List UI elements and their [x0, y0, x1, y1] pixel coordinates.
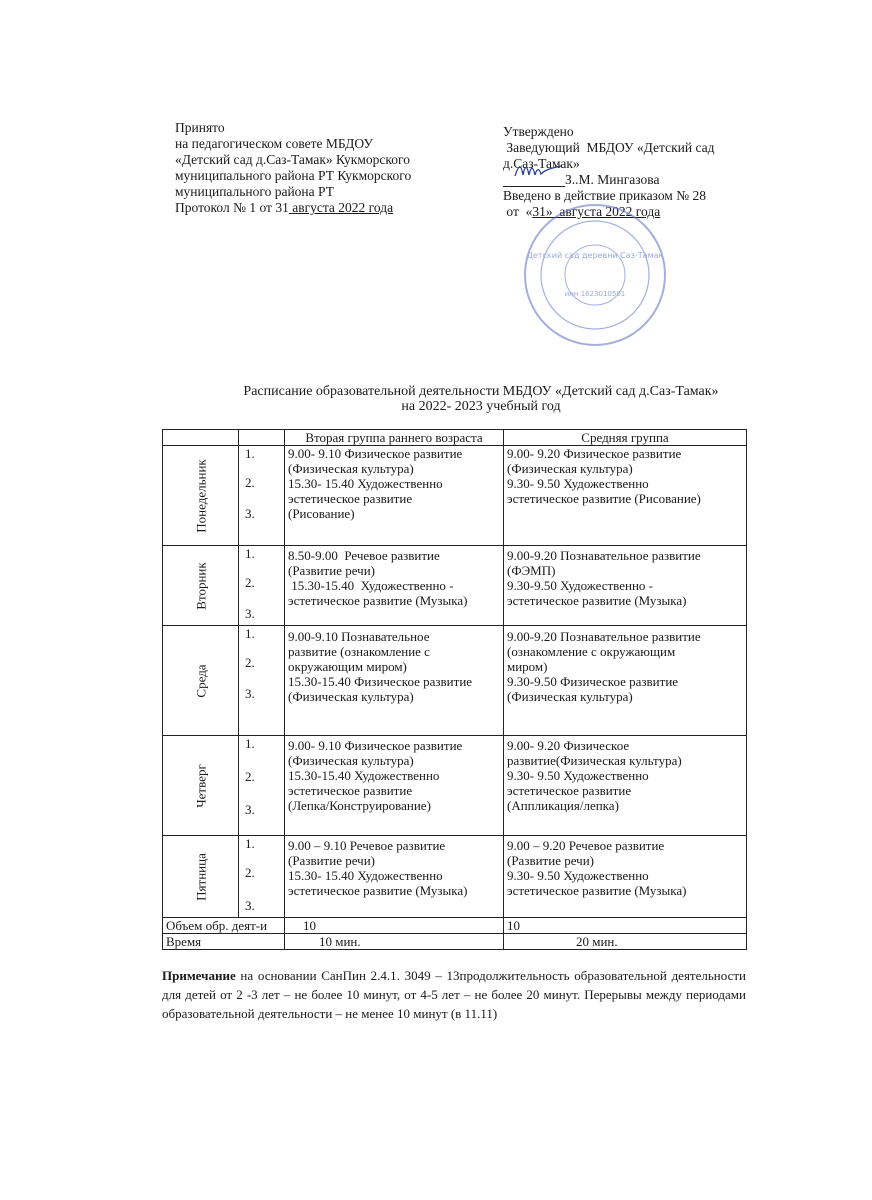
schedule-cell-group-1: 9.00- 9.10 Физическое развитие (Физическая культура) 15.30-15.40 Художественно эстетическое развитие (Лепка/Конструирование)	[285, 736, 504, 836]
accepted-line: на педагогическом совете МБДОУ	[175, 136, 373, 151]
schedule-cell-group-1: 9.00- 9.10 Физическое развитие (Физическая культура) 15.30- 15.40 Художественно эстетическое развитие (Рисование)	[285, 446, 504, 546]
table-row	[163, 918, 747, 934]
day-name: Вторник	[193, 561, 208, 610]
schedule-cell-group-2: 9.00- 9.20 Физическое развитие(Физическая культура) 9.30- 9.50 Художественно эстетическое развитие (Аппликация/лепка)	[504, 736, 747, 836]
day-cell	[163, 446, 239, 546]
director-name: З..М. Мингазова	[565, 172, 660, 187]
table-header-row	[163, 430, 747, 446]
approved-title: Утверждено	[503, 124, 574, 139]
day-name: Понедельник	[193, 458, 208, 533]
time-group-2: 20 мин.	[504, 934, 747, 950]
table-row	[163, 934, 747, 950]
time-group-1: 10 мин.	[285, 934, 504, 950]
order-line: Введено в действие приказом № 28	[503, 188, 706, 203]
accepted-block	[175, 120, 411, 216]
schedule-cell-group-1: 8.50-9.00 Речевое развитие (Развитие речи) 15.30-15.40 Художественно - эстетическое развитие (Музыка)	[285, 546, 504, 626]
lesson-numbers: 1. 2. 3.	[239, 736, 285, 836]
day-cell	[163, 546, 239, 626]
accepted-line: муниципального района РТ	[175, 184, 334, 199]
header-group-1: Вторая группа раннего возраста	[285, 430, 504, 446]
approved-line: Заведующий МБДОУ «Детский сад	[503, 140, 715, 155]
note-paragraph	[162, 966, 746, 1023]
accepted-line: «Детский сад д.Саз-Тамак» Кукморского	[175, 152, 410, 167]
schedule-cell-group-2: 9.00-9.20 Познавательное развитие (ознакомление с окружающим миром) 9.30-9.50 Физическое развитие (Физическая культура)	[504, 626, 747, 736]
header-empty	[163, 430, 239, 446]
stamp-text: Детский сад деревни Саз-Тамак	[526, 251, 664, 260]
time-label: Время	[163, 934, 285, 950]
schedule-cell-group-1: 9.00-9.10 Познавательное развитие (ознакомление с окружающим миром) 15.30-15.40 Физическое развитие (Физическая культура)	[285, 626, 504, 736]
table-row	[163, 446, 747, 546]
title-line-2: на 2022- 2023 учебный год	[401, 399, 561, 414]
protocol-line: Протокол № 1 от 31 августа 2022 года	[175, 200, 394, 215]
approved-line: д.Саз-Тамак»	[503, 156, 580, 171]
lesson-numbers: 1. 2. 3.	[239, 836, 285, 918]
schedule-cell-group-1: 9.00 – 9.10 Речевое развитие (Развитие речи) 15.30- 15.40 Художественно эстетическое развитие (Музыка)	[285, 836, 504, 918]
volume-group-2: 10	[504, 918, 747, 934]
schedule-cell-group-2: 9.00 – 9.20 Речевое развитие (Развитие речи) 9.30- 9.50 Художественно эстетическое развитие (Музыка)	[504, 836, 747, 918]
note-label: Примечание	[162, 968, 236, 983]
lesson-numbers: 1. 2. 3.	[239, 546, 285, 626]
schedule-cell-group-2: 9.00-9.20 Познавательное развитие (ФЭМП) 9.30-9.50 Художественно - эстетическое развитие (Музыка)	[504, 546, 747, 626]
accepted-line: муниципального района РТ Кукморского	[175, 168, 412, 183]
lesson-numbers: 1. 2. 3.	[239, 626, 285, 736]
volume-label: Объем обр. деят-и	[163, 918, 285, 934]
note-text: на основании СанПин 2.4.1. 3049 – 13продолжительность образовательной деятельности для детей от 2 -3 лет – не более 10 минут, от 4-5 лет – не более 20 минут. Перерывы между периодами образовательной деятельности – не менее 10 минут (в 11.11)	[162, 968, 746, 1021]
signature-scribble	[513, 160, 563, 182]
accepted-title: Принято	[175, 120, 225, 135]
stamp-inn: инн 1623010501	[564, 290, 626, 298]
page-title	[0, 384, 872, 414]
day-cell	[163, 736, 239, 836]
schedule-table	[162, 429, 747, 950]
order-date-line: от «31» августа 2022 года	[503, 204, 661, 219]
table-row	[163, 736, 747, 836]
header-group-2: Средняя группа	[504, 430, 747, 446]
table-row	[163, 836, 747, 918]
day-cell	[163, 836, 239, 918]
volume-group-1: 10	[285, 918, 504, 934]
day-name: Пятница	[193, 852, 208, 901]
organization-stamp	[520, 200, 670, 350]
day-cell	[163, 626, 239, 736]
day-name: Среда	[193, 663, 208, 698]
table-row	[163, 546, 747, 626]
lesson-numbers: 1. 2. 3.	[239, 446, 285, 546]
schedule-cell-group-2: 9.00- 9.20 Физическое развитие (Физическая культура) 9.30- 9.50 Художественно эстетическое развитие (Рисование)	[504, 446, 747, 546]
table-row	[163, 626, 747, 736]
header-empty	[239, 430, 285, 446]
title-line-1: Расписание образовательной деятельности МБДОУ «Детский сад д.Саз-Тамак»	[243, 384, 719, 399]
day-name: Четверг	[193, 763, 208, 808]
